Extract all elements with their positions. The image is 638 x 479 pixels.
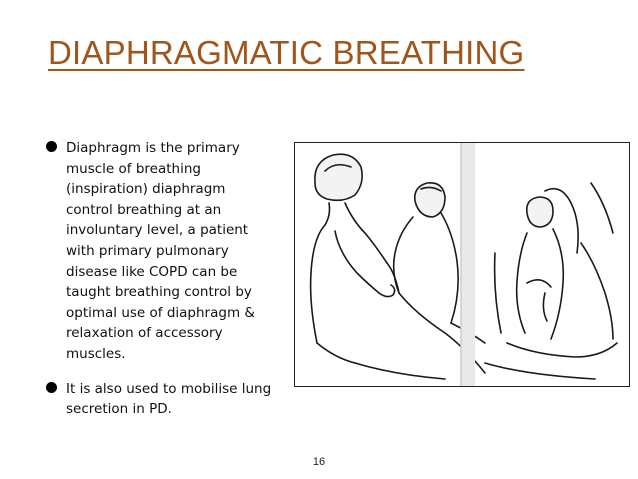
page-number: 16 (312, 456, 326, 468)
bullet-dot-icon (46, 141, 57, 152)
bullet-text: Diaphragm is the primary muscle of breathing (inspiration) diaphragm control breathing at an involuntary level, a patient with primary pulmonary disease like COPD can be taught breathing control by optimal use of diaphragm & relaxation of accessory muscles. (66, 140, 255, 362)
sketch-illustration (295, 143, 629, 386)
bullet-item (46, 379, 276, 420)
breathing-illustration (294, 142, 630, 387)
bullet-list (46, 138, 276, 420)
slide-title: DIAPHRAGMATIC BREATHING (48, 34, 525, 71)
bullet-dot-icon (46, 382, 57, 393)
bullet-item (46, 138, 276, 365)
bullet-text: It is also used to mobilise lung secretion in PD. (66, 380, 272, 418)
